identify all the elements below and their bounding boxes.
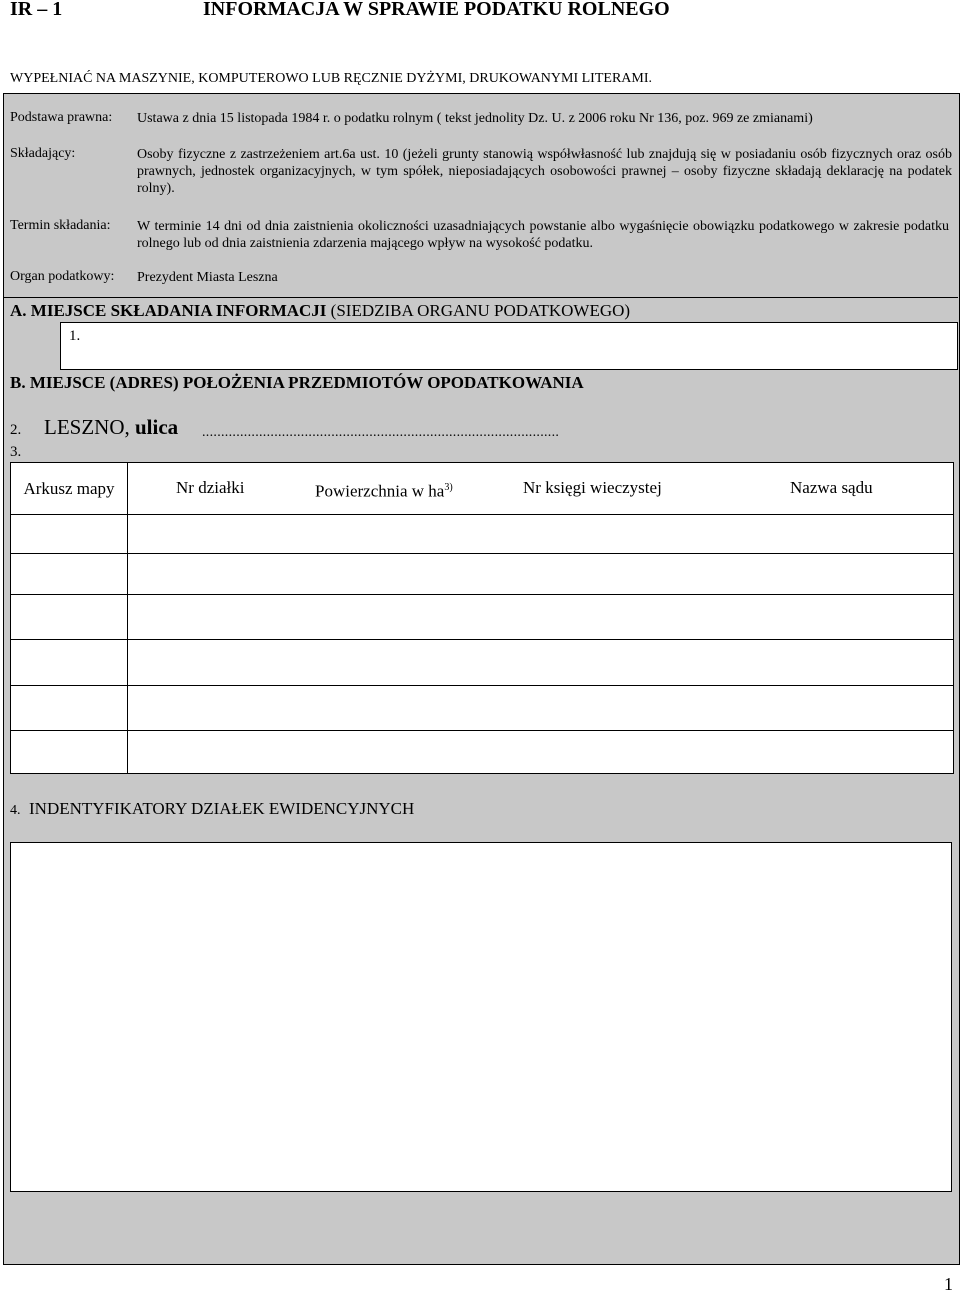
section-a-letter: A. xyxy=(10,301,27,320)
deadline-text: W terminie 14 dni od dnia zaistnienia okoliczności uzasadniających powstanie albo wygaśnięcie obowiązku podatkowego w zakresie podatku rolnego lub od dnia zaistnienia zdarzenia mającego wpływ na wysokość podatku. xyxy=(137,219,949,251)
parcels-table xyxy=(10,462,954,774)
legal-basis-text: Ustawa z dnia 15 listopada 1984 r. o podatku rolnym ( tekst jednolity Dz. U. z 2006 roku Nr 136, poz. 969 ze zmianami) xyxy=(137,111,813,126)
city-separator: , xyxy=(124,415,135,439)
field-2-address[interactable] xyxy=(44,415,178,440)
section-4-title xyxy=(10,799,414,819)
submitter-label: Składający: xyxy=(10,146,76,161)
page-number: 1 xyxy=(944,1274,953,1294)
col-header-land-register: Nr księgi wieczystej xyxy=(523,478,662,497)
section-a-title-rest: (SIEDZIBA ORGANU PODATKOWEGO) xyxy=(330,301,631,320)
submitter-text: Osoby fizyczne z zastrzeżeniem art.6a ust. 10 (jeżeli grunty stanowią współwłasność lub znajdują się w posiadaniu osób fizycznych oraz osób prawnych, jednostek organizacyjnych, w tym spółek, nieposiadających osobowości prawnej – osoby fizyczne składają deklarację na podatek rolny). xyxy=(137,147,952,196)
form-code: IR – 1 xyxy=(10,0,63,20)
table-header-row xyxy=(128,463,953,515)
row-divider xyxy=(11,553,953,554)
authority-text: Prezydent Miasta Leszna xyxy=(137,270,278,285)
area-label: Powierzchnia w ha xyxy=(315,481,445,501)
legal-basis-label: Podstawa prawna: xyxy=(10,110,113,125)
field-2-number: 2. xyxy=(10,422,22,438)
parcel-identifiers-box[interactable] xyxy=(10,842,952,1192)
authority-label: Organ podatkowy: xyxy=(10,269,115,284)
col-header-sheet: Arkusz mapy xyxy=(11,463,128,515)
field-3-number: 3. xyxy=(10,444,22,460)
section-a-title-bold: MIEJSCE SKŁADANIA INFORMACJI xyxy=(30,301,327,320)
col-header-parcel: Nr działki xyxy=(176,478,245,497)
area-footnote: 3) xyxy=(444,482,453,493)
section-4-text: INDENTYFIKATORY DZIAŁEK EWIDENCYJNYCH xyxy=(29,799,415,818)
row-divider xyxy=(11,730,953,731)
street-label: ulica xyxy=(135,415,179,439)
row-divider xyxy=(11,685,953,686)
fill-instruction: WYPEŁNIAĆ NA MASZYNIE, KOMPUTEROWO LUB RĘCZNIE DYŻYMI, DRUKOWANYMI LITERAMI. xyxy=(10,71,653,86)
col-header-court: Nazwa sądu xyxy=(790,478,873,497)
row-divider xyxy=(11,594,953,595)
divider xyxy=(3,297,958,298)
form-title: INFORMACJA W SPRAWIE PODATKU ROLNEGO xyxy=(203,0,670,20)
field-1-box[interactable] xyxy=(60,322,958,370)
row-divider xyxy=(11,639,953,640)
field-1-number: 1. xyxy=(69,328,81,344)
section-b-title: B. MIEJSCE (ADRES) POŁOŻENIA PRZEDMIOTÓW OPODATKOWANIA xyxy=(10,373,584,392)
deadline-label: Termin składania: xyxy=(10,218,111,233)
city-value: LESZNO xyxy=(44,415,125,439)
street-dots: .............................................................................................. xyxy=(202,425,560,440)
col-header-area xyxy=(315,477,453,502)
section-4-number: 4. xyxy=(10,803,21,818)
section-a-title xyxy=(10,301,630,321)
